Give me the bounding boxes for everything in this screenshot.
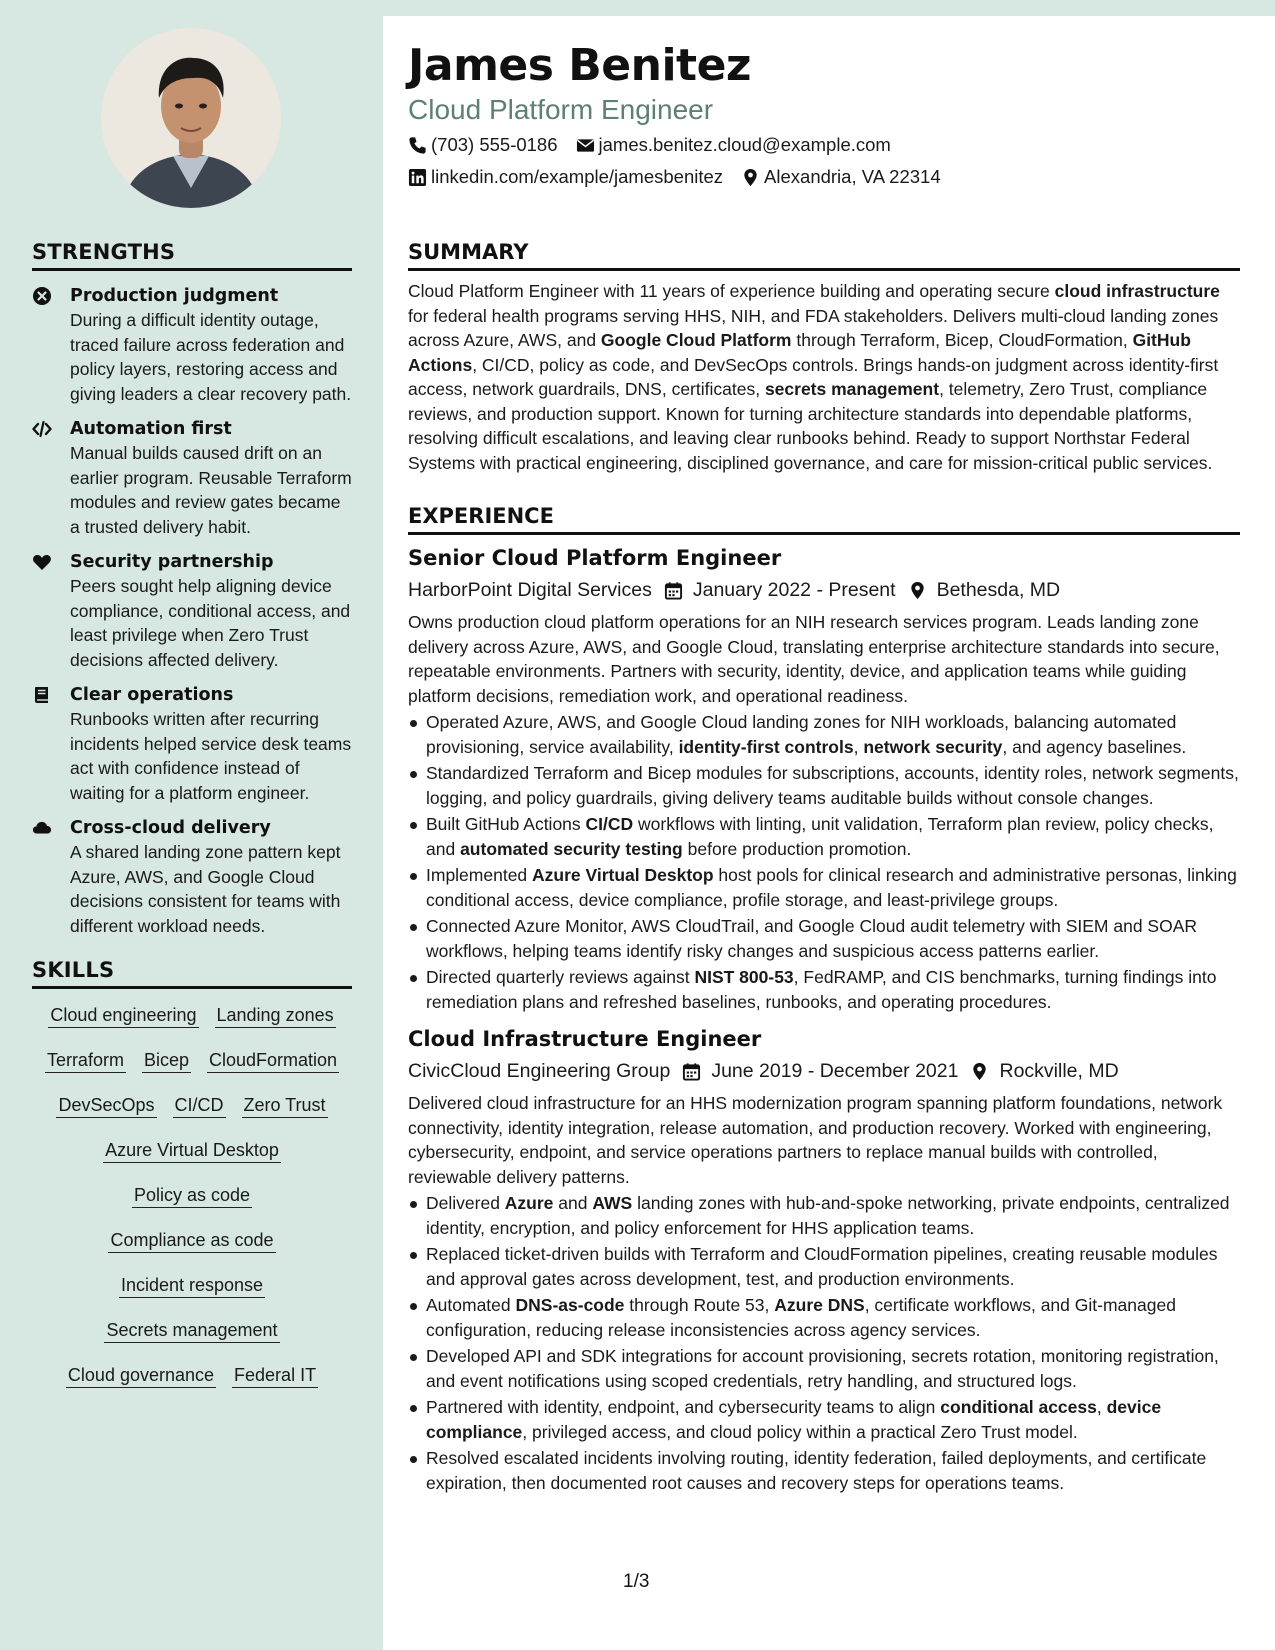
experience-section	[408, 504, 1240, 1497]
job-bullet	[408, 761, 1240, 810]
text-run: , and agency baselines.	[1002, 736, 1187, 757]
skill-tag: CloudFormation	[207, 1048, 339, 1073]
text-run: Directed quarterly reviews against	[426, 967, 695, 987]
strength-title: Automation first	[70, 419, 232, 439]
strength-item	[32, 550, 352, 672]
job-description: Delivered cloud infrastructure for an HHS modernization program spanning platform foundations, network connectivity, identity integration, release automation, and production recovery. Worked with engineering, cybersecurity, endpoint, and service operations partners to replace manual builds with controlled, reviewable delivery patterns.	[408, 1093, 1223, 1187]
text-run: ,	[853, 736, 864, 757]
emphasis-text: cloud infrastructure	[1054, 281, 1220, 301]
text-run: and	[553, 1193, 593, 1213]
map-pin-icon	[970, 1062, 989, 1081]
text-run: Connected Azure Monitor, AWS CloudTrail, and Google Cloud audit telemetry with SIEM and SOAR workflows, helping teams identify risky changes and suspicious access patterns earlier.	[426, 916, 1198, 961]
text-run: Operated Azure, AWS, and Google Cloud landing zones for NIH workloads, balancing automated provisioning, service availability,	[426, 712, 1177, 757]
strength-item	[32, 417, 352, 539]
text-run: through Terraform, Bicep, CloudFormation,	[791, 330, 1133, 350]
text-run: Cloud Platform Engineer with 11 years of experience building and operating secure	[408, 281, 1055, 301]
contact-linkedin[interactable]	[408, 166, 723, 188]
job-entry	[408, 1024, 1240, 1495]
job-meta	[408, 1056, 1240, 1086]
job-bullet	[408, 965, 1240, 1014]
text-run: Delivered	[426, 1193, 505, 1213]
job-company: CivicCloud Engineering Group	[408, 1060, 671, 1082]
text-run: Developed API and SDK integrations for account provisioning, secrets rotation, monitoring registration, and event notifications using scoped credentials, retry handling, and structured logs.	[426, 1346, 1219, 1391]
linkedin-text[interactable]: linkedin.com/example/jamesbenitez	[431, 166, 724, 187]
strengths-list	[32, 284, 352, 938]
skill-tag: Cloud engineering	[48, 1003, 198, 1028]
job-bullet	[408, 1344, 1240, 1393]
emphasis-text: GitHub Actions	[408, 330, 1191, 375]
skill-tag: Policy as code	[132, 1183, 252, 1208]
skill-tag: Incident response	[119, 1273, 265, 1298]
location-text: Alexandria, VA 22314	[764, 166, 941, 187]
emphasis-text: conditional access	[940, 1397, 1097, 1417]
strength-title: Security partnership	[70, 552, 274, 572]
text-run: workflows with linting, unit validation, Terraform plan review, policy checks, and	[426, 814, 1214, 859]
emphasis-text: CI/CD	[585, 814, 634, 834]
contact-phone	[408, 134, 558, 156]
skill-tag: DevSecOps	[56, 1093, 156, 1118]
skill-tag: Secrets management	[104, 1318, 279, 1343]
text-run: Replaced ticket-driven builds with Terraform and CloudFormation pipelines, creating reusable modules and approval gates across development, test, and production environments.	[426, 1244, 1218, 1289]
skill-tag: Zero Trust	[242, 1093, 328, 1118]
job-dates: June 2019 - December 2021	[711, 1060, 959, 1082]
strength-item	[32, 683, 352, 805]
emphasis-text: DNS-as-code	[515, 1295, 625, 1315]
emphasis-text: device compliance	[426, 1397, 1162, 1442]
strength-title: Clear operations	[70, 685, 234, 705]
summary-heading: SUMMARY	[408, 240, 1240, 271]
text-run: Standardized Terraform and Bicep modules for subscriptions, accounts, identity roles, network segments, logging, and policy guardrails, giving delivery teams auditable builds without console changes.	[426, 763, 1239, 808]
text-run: landing zones with hub-and-spoke networking, private endpoints, centralized identity, encryption, and policy enforcement for HHS application teams.	[426, 1193, 1230, 1238]
email-text[interactable]: james.benitez.cloud@example.com	[598, 134, 891, 155]
skill-tag: Terraform	[45, 1048, 126, 1073]
job-title: Cloud Infrastructure Engineer	[408, 1027, 762, 1051]
job-bullet	[408, 863, 1240, 912]
text-run: Resolved escalated incidents involving routing, identity federation, failed deployments, and certificate expiration, then documented root causes and recovery steps for operations teams.	[426, 1448, 1207, 1493]
emphasis-text: secrets management	[764, 379, 940, 399]
summary-text	[408, 279, 1240, 475]
text-run: for federal health programs serving HHS, NIH, and FDA stakeholders. Delivers multi-cloud landing zones across Azure, AWS, and	[408, 305, 1219, 350]
emphasis-text: AWS	[592, 1193, 633, 1213]
emphasis-text: Azure	[504, 1193, 554, 1213]
strength-item	[32, 816, 352, 938]
job-bullet	[408, 1191, 1240, 1240]
map-pin-icon	[908, 581, 927, 600]
text-run: Partnered with identity, endpoint, and cybersecurity teams to align	[426, 1397, 941, 1417]
strength-title: Production judgment	[70, 286, 279, 306]
emphasis-text: Azure Virtual Desktop	[532, 865, 714, 885]
job-entry	[408, 543, 1240, 1014]
text-run: Automated	[426, 1295, 516, 1315]
skill-tag: Compliance as code	[108, 1228, 275, 1253]
job-bullet	[408, 1242, 1240, 1291]
emphasis-text: Azure DNS	[774, 1295, 865, 1315]
job-bullet	[408, 710, 1240, 759]
text-run: through Route 53,	[624, 1295, 775, 1315]
skill-tag: Bicep	[142, 1048, 191, 1073]
text-run: , telemetry, Zero Trust, compliance reviews, and production support. Known for turning architecture standards into dependable platforms, resolving difficult escalations, and leaving clear runbooks behind. Ready to support Northstar Federal Systems with practical engineering, disciplined governance, and care for mission-critical public services.	[408, 379, 1213, 473]
job-company: HarborPoint Digital Services	[408, 579, 652, 601]
contact-row	[408, 166, 959, 188]
portrait-image	[101, 28, 281, 208]
linkedin-icon	[408, 168, 427, 187]
job-bullet	[408, 812, 1240, 861]
emphasis-text: NIST 800-53	[694, 967, 794, 987]
book-icon	[32, 685, 52, 705]
job-dates: January 2022 - Present	[692, 579, 896, 601]
job-bullet	[408, 1395, 1240, 1444]
code-icon	[32, 419, 52, 439]
envelope-icon	[576, 136, 595, 155]
contact-email[interactable]	[576, 134, 891, 156]
text-run: Implemented	[426, 865, 533, 885]
map-pin-icon	[741, 168, 760, 187]
strength-item	[32, 284, 352, 406]
job-bullets	[408, 710, 1240, 1014]
candidate-name: James Benitez	[408, 40, 752, 91]
cloud-icon	[32, 818, 52, 838]
strength-text: During a difficult identity outage, traced failure across federation and policy layers, restoring access and giving leaders a clear recovery path.	[70, 310, 352, 404]
text-run: ,	[1096, 1397, 1107, 1417]
skill-tag: Azure Virtual Desktop	[103, 1138, 281, 1163]
job-meta	[408, 575, 1240, 605]
text-run: Built GitHub Actions	[426, 814, 586, 834]
strength-text: Runbooks written after recurring incidents helped service desk teams act with confidence instead of waiting for a platform engineer.	[70, 709, 352, 803]
phone-text: (703) 555-0186	[431, 134, 558, 155]
strengths-heading: STRENGTHS	[32, 240, 352, 271]
text-run: , FedRAMP, and CIS benchmarks, turning findings into remediation plans and refreshed baselines, runbooks, and operating procedures.	[426, 967, 1217, 1012]
skills-heading: SKILLS	[32, 958, 352, 989]
text-run: , privileged access, and cloud policy within a practical Zero Trust model.	[522, 1421, 1078, 1442]
job-description: Owns production cloud platform operations for an NIH research services program. Leads landing zone delivery across Azure, AWS, and Google Cloud, translating enterprise architecture standards into secure, repeatable environments. Partners with security, identity, device, and application teams while guiding platform decisions, remediation work, and operational readiness.	[408, 612, 1220, 706]
emphasis-text: automated security testing	[460, 838, 683, 859]
text-run: , certificate workflows, and Git-managed configuration, reducing release inconsistencies across agency services.	[426, 1295, 1176, 1340]
profile-photo	[101, 28, 281, 208]
text-run: host pools for clinical research and administrative personas, linking conditional access, device compliance, profile storage, and least-privilege groups.	[426, 865, 1237, 910]
calendar-icon	[682, 1062, 701, 1081]
job-bullet	[408, 1293, 1240, 1342]
emphasis-text: identity-first controls	[678, 736, 854, 757]
emphasis-text: network security	[863, 736, 1003, 757]
strength-title: Cross-cloud delivery	[70, 818, 271, 838]
text-run: , CI/CD, policy as code, and DevSecOps controls. Brings hands-on judgment across identity-first access, network guardrails, DNS, certificates,	[408, 354, 1219, 399]
skill-tag: Cloud governance	[66, 1363, 216, 1388]
strength-text: A shared landing zone pattern kept Azure, AWS, and Google Cloud decisions consistent for teams with different workload needs.	[70, 842, 341, 936]
strength-text: Peers sought help aligning device compliance, conditional access, and least privilege when Zero Trust decisions affected delivery.	[70, 576, 351, 670]
skill-tag: Landing zones	[215, 1003, 336, 1028]
sidebar	[0, 0, 383, 1650]
calendar-icon	[664, 581, 683, 600]
candidate-role: Cloud Platform Engineer	[408, 94, 714, 125]
experience-heading: EXPERIENCE	[408, 504, 1240, 535]
job-bullet	[408, 914, 1240, 963]
text-run: before production promotion.	[682, 838, 912, 859]
job-location: Bethesda, MD	[936, 579, 1061, 601]
x-circle-icon	[32, 286, 52, 306]
strength-text: Manual builds caused drift on an earlier program. Reusable Terraform modules and review gates became a trusted delivery habit.	[70, 443, 352, 537]
job-title: Senior Cloud Platform Engineer	[408, 546, 782, 570]
job-bullet	[408, 1446, 1240, 1495]
page-number: 1/3	[623, 1571, 650, 1592]
skills-list	[32, 999, 352, 1404]
emphasis-text: Google Cloud Platform	[600, 330, 792, 350]
heart-icon	[32, 552, 52, 572]
phone-icon	[408, 136, 427, 155]
contact-location	[741, 166, 941, 188]
skill-tag: Federal IT	[232, 1363, 318, 1388]
skill-tag: CI/CD	[173, 1093, 226, 1118]
job-bullets	[408, 1191, 1240, 1495]
job-location: Rockville, MD	[999, 1060, 1119, 1082]
summary-section	[408, 240, 1240, 475]
contact-row	[408, 134, 909, 156]
